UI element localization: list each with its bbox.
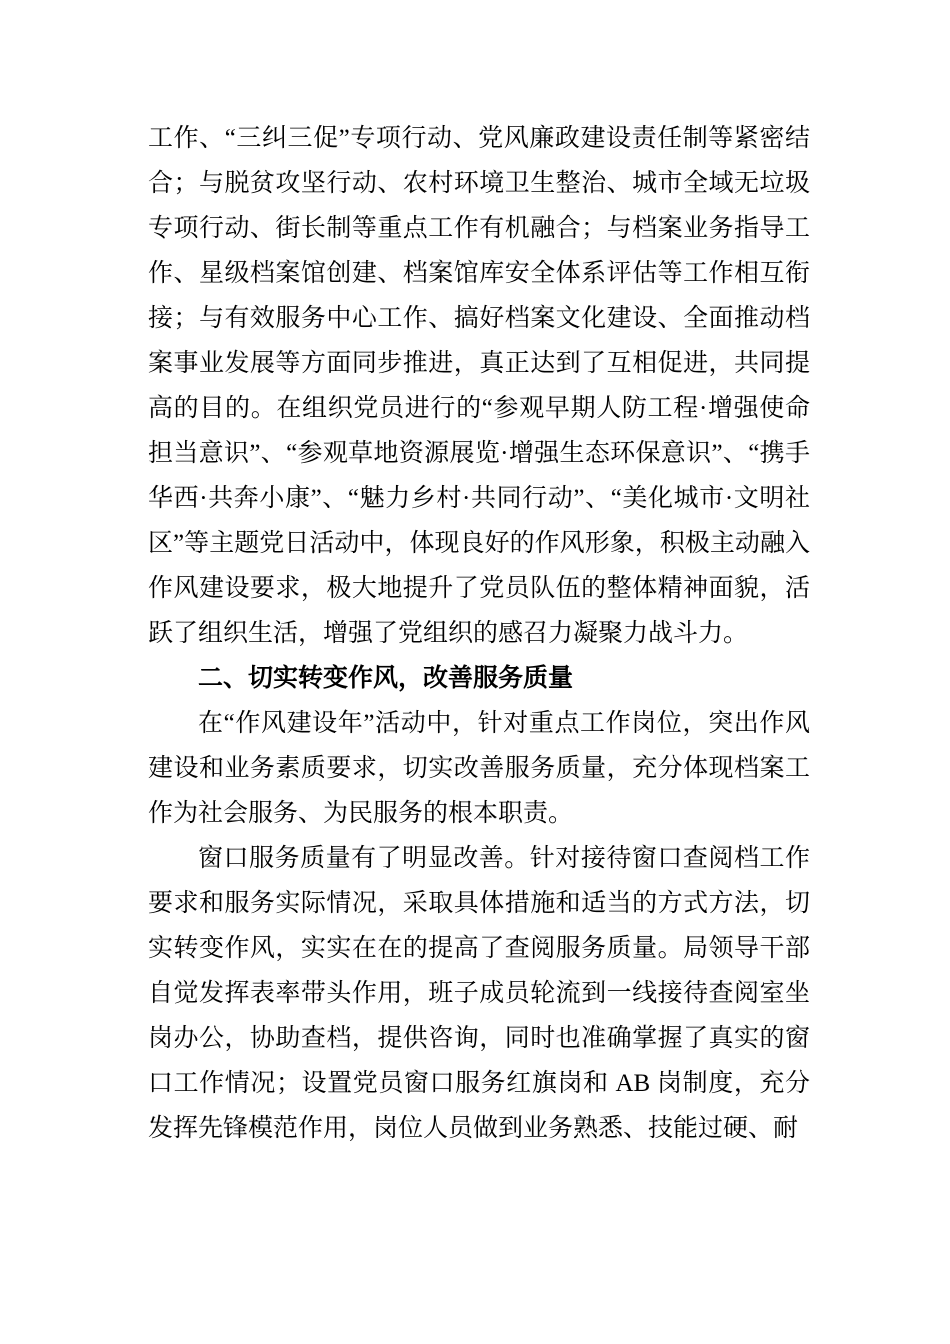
paragraph-work-style-overview: 在“作风建设年”活动中，针对重点工作岗位，突出作风建设和业务素质要求，切实改善服务质量，充分体现档案工作为社会服务、为民服务的根本职责。 (148, 710, 810, 827)
paragraph-window-service: 窗口服务质量有了明显改善。针对接待窗口查阅档工作要求和服务实际情况，采取具体措施和适当的方式方法，切实转变作风，实实在在的提高了查阅服务质量。局领导干部自觉发挥表率带头作用，班子成员轮流到一线接待查阅室坐岗办公，协助查档，提供咨询，同时也准确掌握了真实的窗口工作情况；设置党员窗口服务红旗岗和 AB 岗制度，充分发挥先锋模范作用，岗位人员做到业务熟悉、技能过硬、耐 (148, 845, 810, 1142)
section-heading: 二、切实转变作风，改善服务质量 (198, 664, 574, 692)
paragraph-continuation: 工作、“三纠三促”专项行动、党风廉政建设责任制等紧密结合；与脱贫攻坚行动、农村环境卫生整治、城市全域无垃圾专项行动、街长制等重点工作有机融合；与档案业务指导工作、星级档案馆创建、档案馆库安全体系评估等工作相互衔接；与有效服务中心工作、搞好档案文化建设、全面推动档案事业发展等方面同步推进，真正达到了互相促进，共同提高的目的。在组织党员进行的“参观早期人防工程·增强使命担当意识”、“参观草地资源展览·增强生态环保意识”、“携手华西·共奔小康”、“魅力乡村·共同行动”、“美化城市·文明社区”等主题党日活动中，体现良好的作风形象，积极主动融入作风建设要求，极大地提升了党员队伍的整体精神面貌，活跃了组织生活，增强了党组织的感召力凝聚力战斗力。 (148, 125, 810, 647)
